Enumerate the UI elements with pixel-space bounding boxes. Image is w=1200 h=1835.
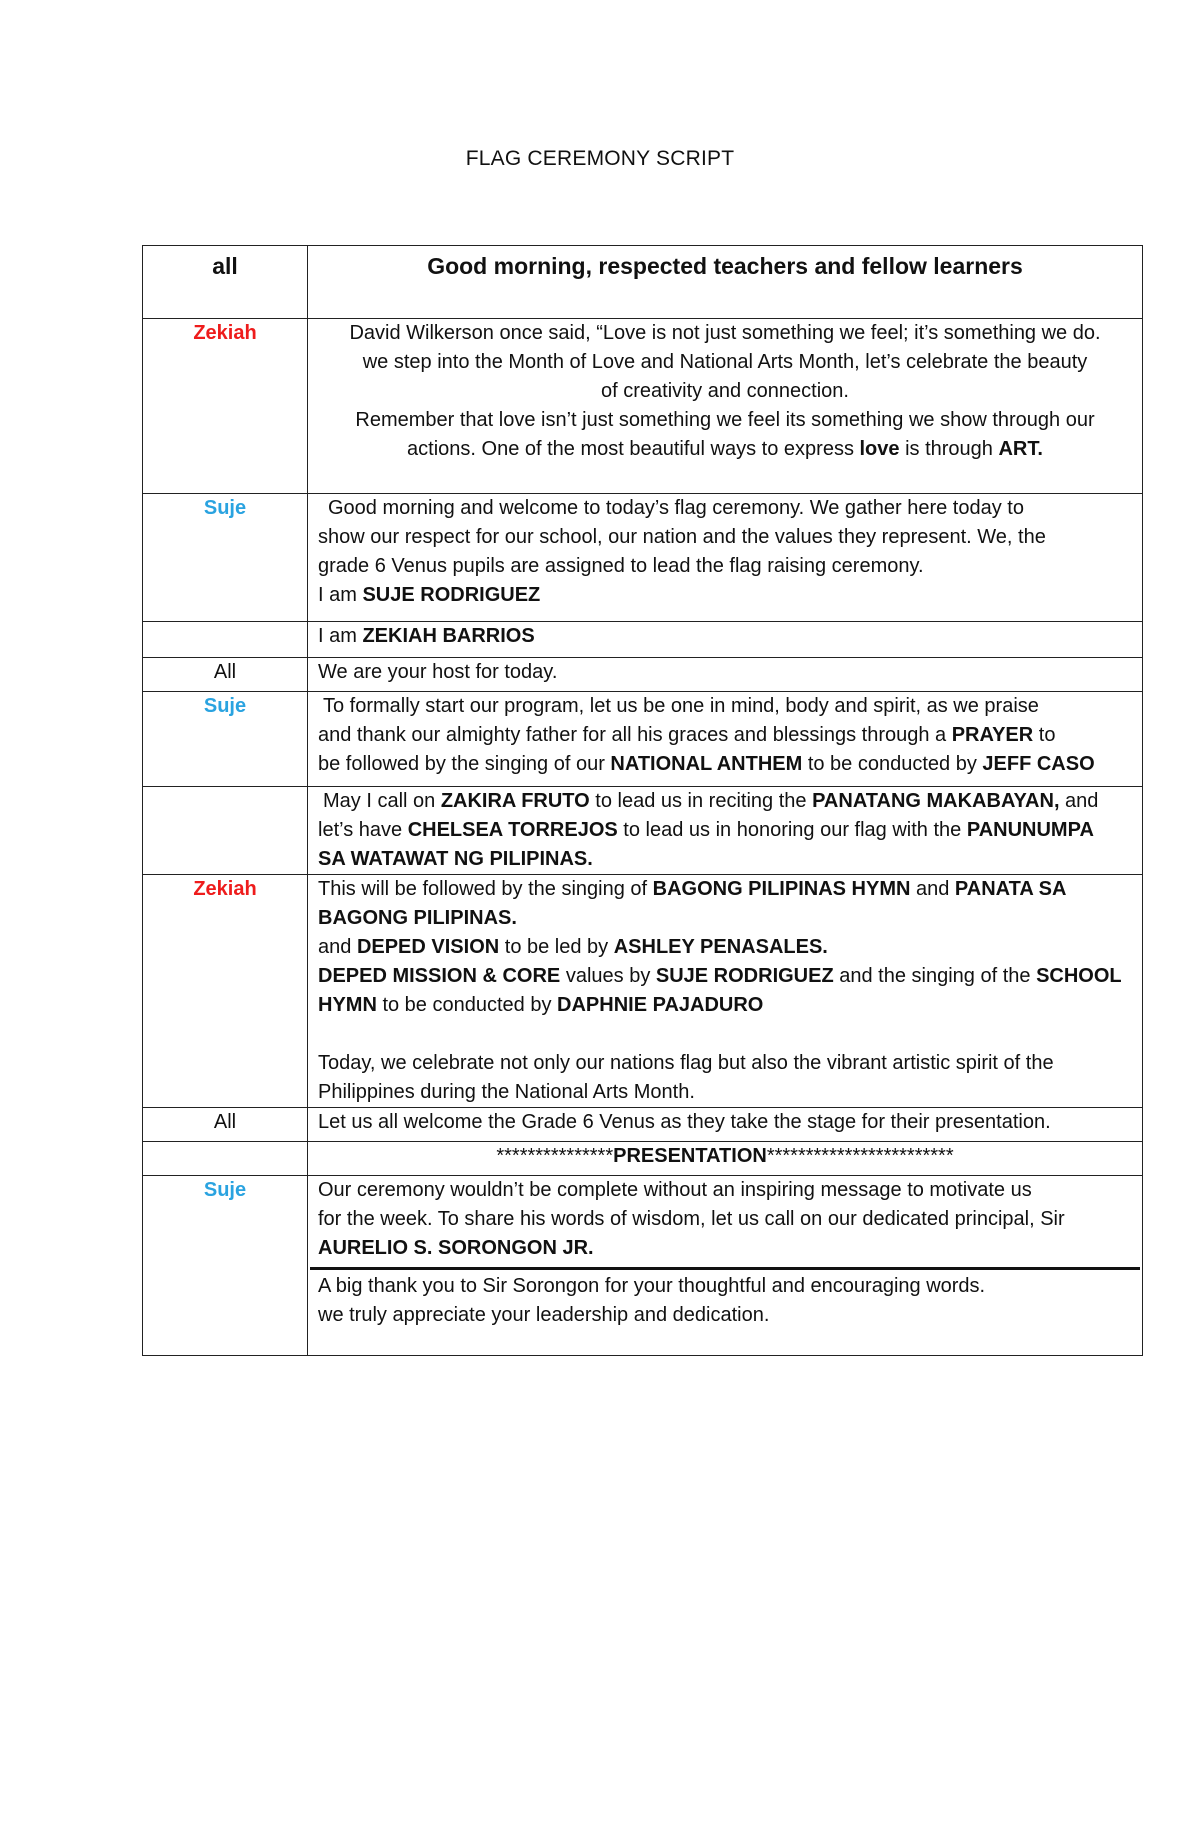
- line-text: [318, 581, 1132, 610]
- emphasis: DAPHNIE PAJADURO: [557, 994, 764, 1016]
- emphasis: PANATA SA: [954, 878, 1067, 900]
- line-segment: and: [910, 878, 955, 900]
- line-cell: [308, 787, 1143, 875]
- divider: [310, 1267, 1140, 1270]
- line-text: [318, 933, 1132, 962]
- line-segment: and: [1059, 790, 1099, 812]
- line-cell: We are your host for today.: [308, 658, 1143, 692]
- emphasis: PANATANG MAKABAYAN,: [812, 790, 1060, 812]
- emphasis: HYMN: [318, 994, 377, 1016]
- line-segment: to lead us in reciting the: [589, 790, 813, 812]
- line-text: A big thank you to Sir Sorongon for your thoughtful and encouraging words.: [318, 1275, 986, 1297]
- emphasis: love: [859, 438, 900, 460]
- line-text: [318, 816, 1132, 845]
- line-text: [318, 875, 1132, 904]
- line-segment: to be conducted by: [802, 753, 983, 775]
- speaker-cell: Suje: [143, 494, 308, 622]
- speaker-cell: Zekiah: [143, 319, 308, 494]
- line-text: David Wilkerson once said, “Love is not just something we feel; it’s something we do.: [349, 322, 1101, 344]
- line-text: Philippines during the National Arts Month.: [318, 1081, 695, 1103]
- asterisks: ***************: [496, 1145, 614, 1167]
- line-cell: [308, 494, 1143, 622]
- line-segment: May I call on: [323, 790, 441, 812]
- line-segment: to be conducted by: [376, 994, 558, 1016]
- script-row: [143, 875, 1143, 1108]
- line-segment: is through: [899, 438, 999, 460]
- line-text: Today, we celebrate not only our nations flag but also the vibrant artistic spirit of the: [318, 1052, 1054, 1074]
- line-text: To formally start our program, let us be one in mind, body and spirit, as we praise: [323, 695, 1039, 717]
- line-text: [318, 721, 1132, 750]
- line-text: show our respect for our school, our nation and the values they represent. We, the: [318, 526, 1046, 548]
- line-segment: This will be followed by the singing of: [318, 878, 653, 900]
- emphasis: SUJE RODRIGUEZ: [655, 965, 834, 987]
- line-segment: I am: [318, 625, 363, 647]
- speaker-cell: [143, 787, 308, 875]
- speaker-cell: All: [143, 1108, 308, 1142]
- line-cell: [308, 1176, 1143, 1356]
- emphasis: NATIONAL ANTHEM: [610, 753, 803, 775]
- line-text: [318, 787, 1132, 816]
- principal-name: AURELIO S. SORONGON JR.: [318, 1237, 594, 1259]
- line-text: SA WATAWAT NG PILIPINAS.: [318, 848, 593, 870]
- line-text: [318, 750, 1132, 779]
- line-text: we truly appreciate your leadership and dedication.: [318, 1304, 770, 1326]
- line-cell: [308, 875, 1143, 1108]
- speaker-cell: Suje: [143, 692, 308, 787]
- line-cell: [308, 622, 1143, 658]
- line-segment: let’s have: [318, 819, 408, 841]
- emphasis: DEPED MISSION & CORE: [318, 965, 561, 987]
- line-segment: to: [1033, 724, 1056, 746]
- emphasis: PRAYER: [951, 724, 1034, 746]
- presentation-label: PRESENTATION: [613, 1145, 767, 1167]
- line-segment: to lead us in honoring our flag with the: [617, 819, 967, 841]
- speaker-cell: all: [143, 246, 308, 319]
- script-row: [143, 1108, 1143, 1142]
- emphasis: ART.: [998, 438, 1043, 460]
- script-row: [143, 1142, 1143, 1176]
- script-row: [143, 319, 1143, 494]
- speaker-cell: All: [143, 658, 308, 692]
- emphasis: PANUNUMPA: [966, 819, 1094, 841]
- line-segment: and the singing of the: [833, 965, 1037, 987]
- speaker-cell: Zekiah: [143, 875, 308, 1108]
- script-row: [143, 692, 1143, 787]
- emphasis: CHELSEA TORREJOS: [407, 819, 618, 841]
- line-text: we step into the Month of Love and National Arts Month, let’s celebrate the beauty: [362, 351, 1088, 373]
- speaker-cell: Suje: [143, 1176, 308, 1356]
- emphasis: ASHLEY PENASALES.: [613, 936, 828, 958]
- page-title: FLAG CEREMONY SCRIPT: [465, 147, 735, 170]
- line-segment: be followed by the singing of our: [318, 753, 611, 775]
- blank-line: [318, 1020, 1132, 1049]
- line-text: Our ceremony wouldn’t be complete without an inspiring message to motivate us: [318, 1179, 1032, 1201]
- line-cell: [308, 692, 1143, 787]
- script-table: [142, 245, 1143, 1356]
- emphasis: JEFF CASO: [982, 753, 1095, 775]
- asterisks: ************************: [766, 1145, 954, 1167]
- line-text: [318, 962, 1132, 991]
- line-text: Good morning and welcome to today’s flag ceremony. We gather here today to: [328, 497, 1024, 519]
- script-row: [143, 494, 1143, 622]
- emphasis: SCHOOL: [1036, 965, 1122, 987]
- script-row: [143, 1176, 1143, 1356]
- line-text: [318, 991, 1132, 1020]
- line-text: [318, 435, 1132, 464]
- emphasis: BAGONG PILIPINAS HYMN: [652, 878, 911, 900]
- script-row: [143, 787, 1143, 875]
- line-segment: I am: [318, 584, 363, 606]
- line-segment: and thank our almighty father for all his graces and blessings through a: [318, 724, 952, 746]
- line-cell: Let us all welcome the Grade 6 Venus as they take the stage for their presentation.: [308, 1108, 1143, 1142]
- line-text: grade 6 Venus pupils are assigned to lead the flag raising ceremony.: [318, 555, 924, 577]
- line-text: BAGONG PILIPINAS.: [318, 907, 517, 929]
- line-segment: to be led by: [499, 936, 614, 958]
- line-cell: [308, 1142, 1143, 1176]
- script-row: [143, 246, 1143, 319]
- line-segment: values by: [560, 965, 656, 987]
- host-name: SUJE RODRIGUEZ: [362, 584, 541, 606]
- line-segment: actions. One of the most beautiful ways to express: [407, 438, 860, 460]
- speaker-cell: [143, 1142, 308, 1176]
- script-row: [143, 622, 1143, 658]
- emphasis: ZAKIRA FRUTO: [440, 790, 590, 812]
- speaker-cell: [143, 622, 308, 658]
- emphasis: DEPED VISION: [356, 936, 500, 958]
- line-segment: and: [318, 936, 357, 958]
- host-name: ZEKIAH BARRIOS: [362, 625, 535, 647]
- line-cell: Good morning, respected teachers and fellow learners: [308, 246, 1143, 319]
- line-text: of creativity and connection.: [601, 380, 849, 402]
- line-cell: [308, 319, 1143, 494]
- line-text: Remember that love isn’t just something we feel its something we show through our: [355, 409, 1095, 431]
- script-row: [143, 658, 1143, 692]
- line-text: for the week. To share his words of wisdom, let us call on our dedicated principal, Sir: [318, 1208, 1065, 1230]
